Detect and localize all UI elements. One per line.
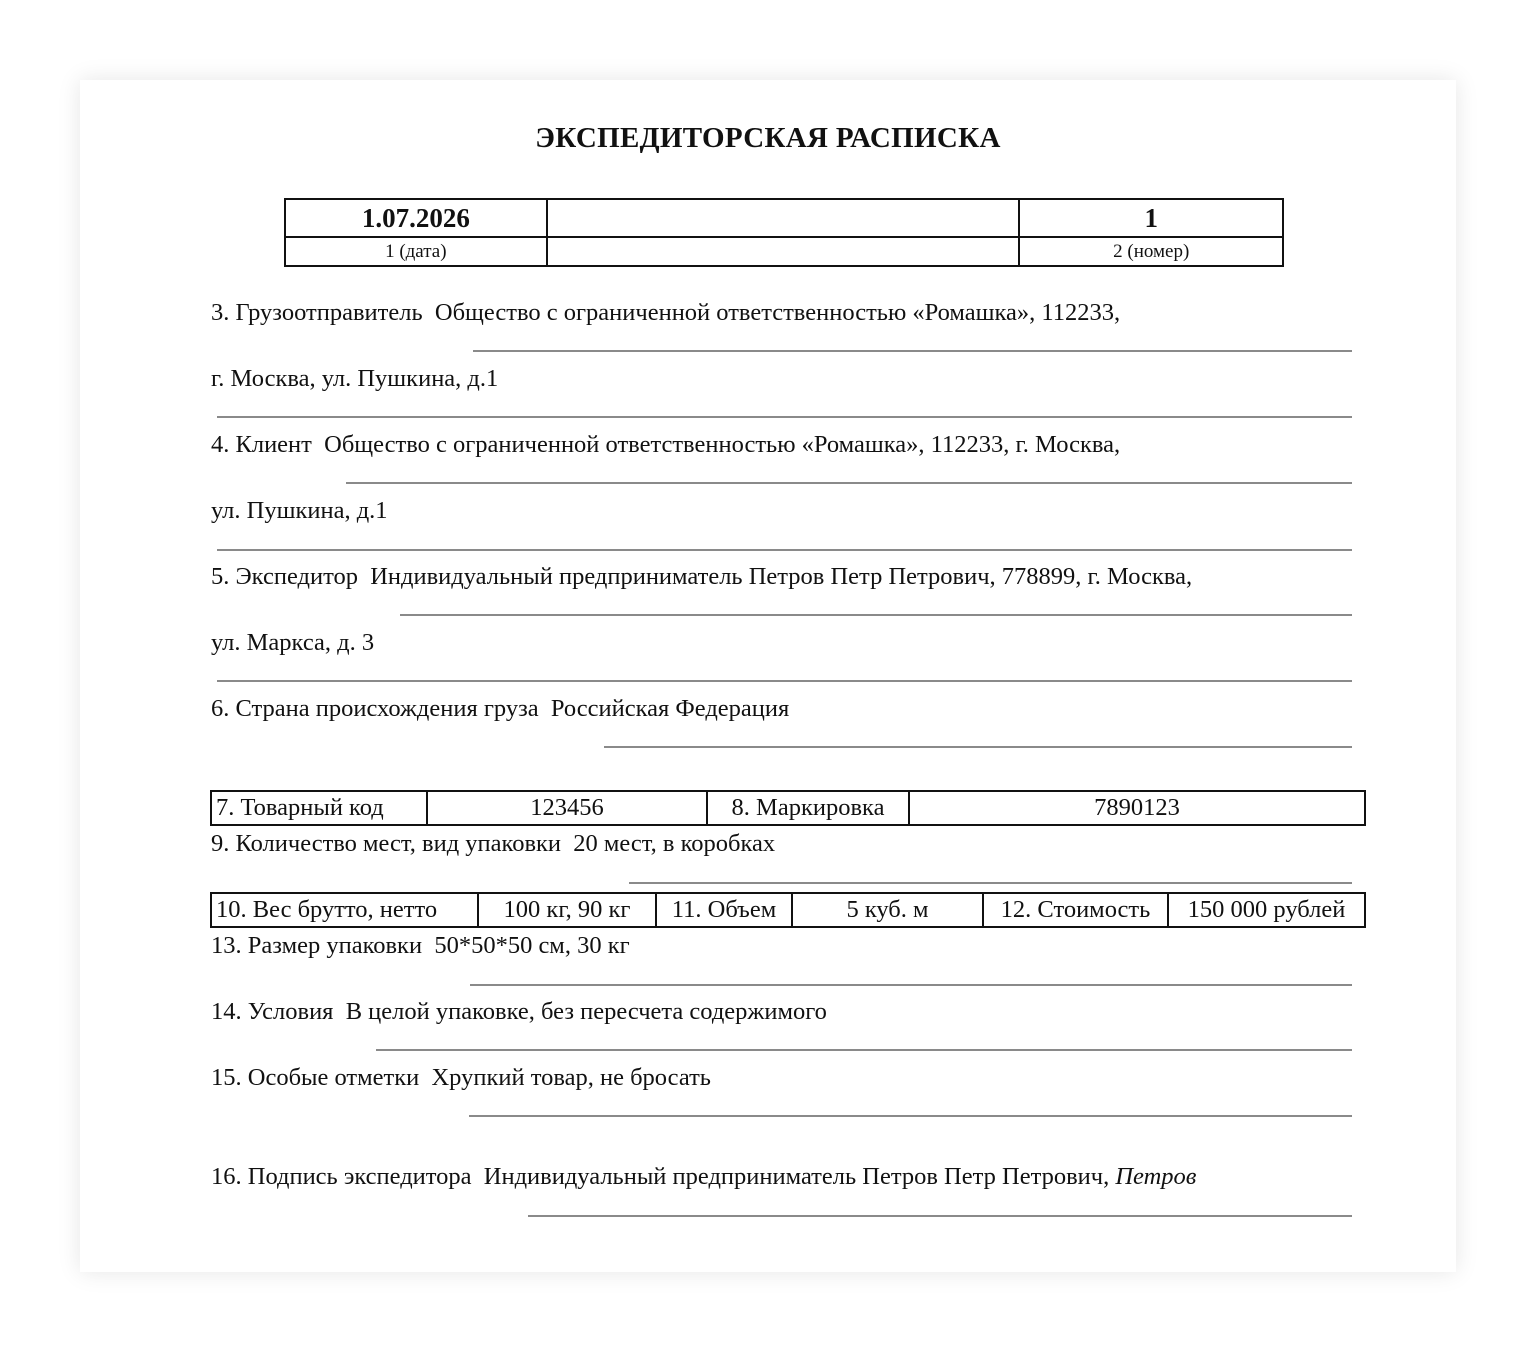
document-title: ЭКСПЕДИТОРСКАЯ РАСПИСКА xyxy=(535,122,1001,154)
conditions-row xyxy=(211,997,827,1027)
cost-value: 150 000 рублей xyxy=(1168,893,1365,927)
packages-underline xyxy=(629,882,1352,884)
shipper-value-line2: г. Москва, ул. Пушкина, д.1 xyxy=(211,365,499,392)
conditions-label: 14. Условия xyxy=(211,998,334,1025)
weight-value: 100 кг, 90 кг xyxy=(478,893,656,927)
shipper-row xyxy=(211,298,1120,328)
notes-underline xyxy=(469,1115,1352,1117)
volume-label: 11. Объем xyxy=(656,893,792,927)
header-blank-caption xyxy=(547,237,1020,266)
origin-label: 6. Страна происхождения груза xyxy=(211,695,539,722)
forwarder-value-line2: ул. Маркса, д. 3 xyxy=(211,629,375,656)
client-value-line1: Общество с ограниченной ответственностью «Ромашка», 112233, г. Москва, xyxy=(324,431,1121,458)
marking-value: 7890123 xyxy=(909,791,1365,825)
number-caption: 2 (номер) xyxy=(1019,237,1283,266)
pack-size-underline xyxy=(470,984,1352,986)
shipper-value-line1: Общество с ограниченной ответственностью «Ромашка», 112233, xyxy=(434,299,1121,326)
shipper-underline-2 xyxy=(217,416,1352,418)
forwarder-underline xyxy=(400,614,1352,616)
forwarder-row xyxy=(211,562,1192,592)
date-value: 1.07.2026 xyxy=(285,199,547,237)
signature-row xyxy=(211,1162,1196,1192)
code-value: 123456 xyxy=(427,791,707,825)
client-row xyxy=(211,430,1120,460)
notes-value: Хрупкий товар, не бросать xyxy=(431,1064,711,1091)
forwarder-value-line1: Индивидуальный предприниматель Петров Петр Петрович, 778899, г. Москва, xyxy=(370,563,1193,590)
conditions-underline xyxy=(376,1049,1352,1051)
signature-value: Индивидуальный предприниматель Петров Петр Петрович, xyxy=(483,1163,1110,1190)
origin-value: Российская Федерация xyxy=(550,695,790,722)
origin-underline xyxy=(604,746,1352,748)
forwarder-underline-2 xyxy=(217,680,1352,682)
forwarder-label: 5. Экспедитор xyxy=(211,563,358,590)
date-caption: 1 (дата) xyxy=(285,237,547,266)
cost-label: 12. Стоимость xyxy=(983,893,1168,927)
signature-underline xyxy=(528,1215,1352,1217)
header-table xyxy=(284,198,1284,267)
document-sheet xyxy=(80,80,1456,1272)
pack-size-label: 13. Размер упаковки xyxy=(211,932,423,959)
signature-handwritten: Петров xyxy=(1115,1163,1197,1190)
packages-value: 20 мест, в коробках xyxy=(573,830,776,857)
notes-label: 15. Особые отметки xyxy=(211,1064,420,1091)
client-label: 4. Клиент xyxy=(211,431,312,458)
marking-label: 8. Маркировка xyxy=(707,791,909,825)
number-value: 1 xyxy=(1019,199,1283,237)
pack-size-value: 50*50*50 см, 30 кг xyxy=(434,932,630,959)
goods-table xyxy=(210,790,1366,826)
packages-row xyxy=(211,829,775,859)
pack-size-row xyxy=(211,931,630,961)
header-blank-cell xyxy=(547,199,1020,237)
weight-label: 10. Вес брутто, нетто xyxy=(211,893,478,927)
client-underline-2 xyxy=(217,549,1352,551)
conditions-value: В целой упаковке, без пересчета содержимого xyxy=(345,998,827,1025)
volume-value: 5 куб. м xyxy=(792,893,983,927)
code-label: 7. Товарный код xyxy=(211,791,427,825)
client-value-line2: ул. Пушкина, д.1 xyxy=(211,497,388,524)
origin-row xyxy=(211,694,789,724)
signature-label: 16. Подпись экспедитора xyxy=(211,1163,472,1190)
weights-table xyxy=(210,892,1366,928)
packages-label: 9. Количество мест, вид упаковки xyxy=(211,830,562,857)
shipper-label: 3. Грузоотправитель xyxy=(211,299,423,326)
notes-row xyxy=(211,1063,711,1093)
shipper-underline xyxy=(473,350,1352,352)
client-underline xyxy=(346,482,1352,484)
